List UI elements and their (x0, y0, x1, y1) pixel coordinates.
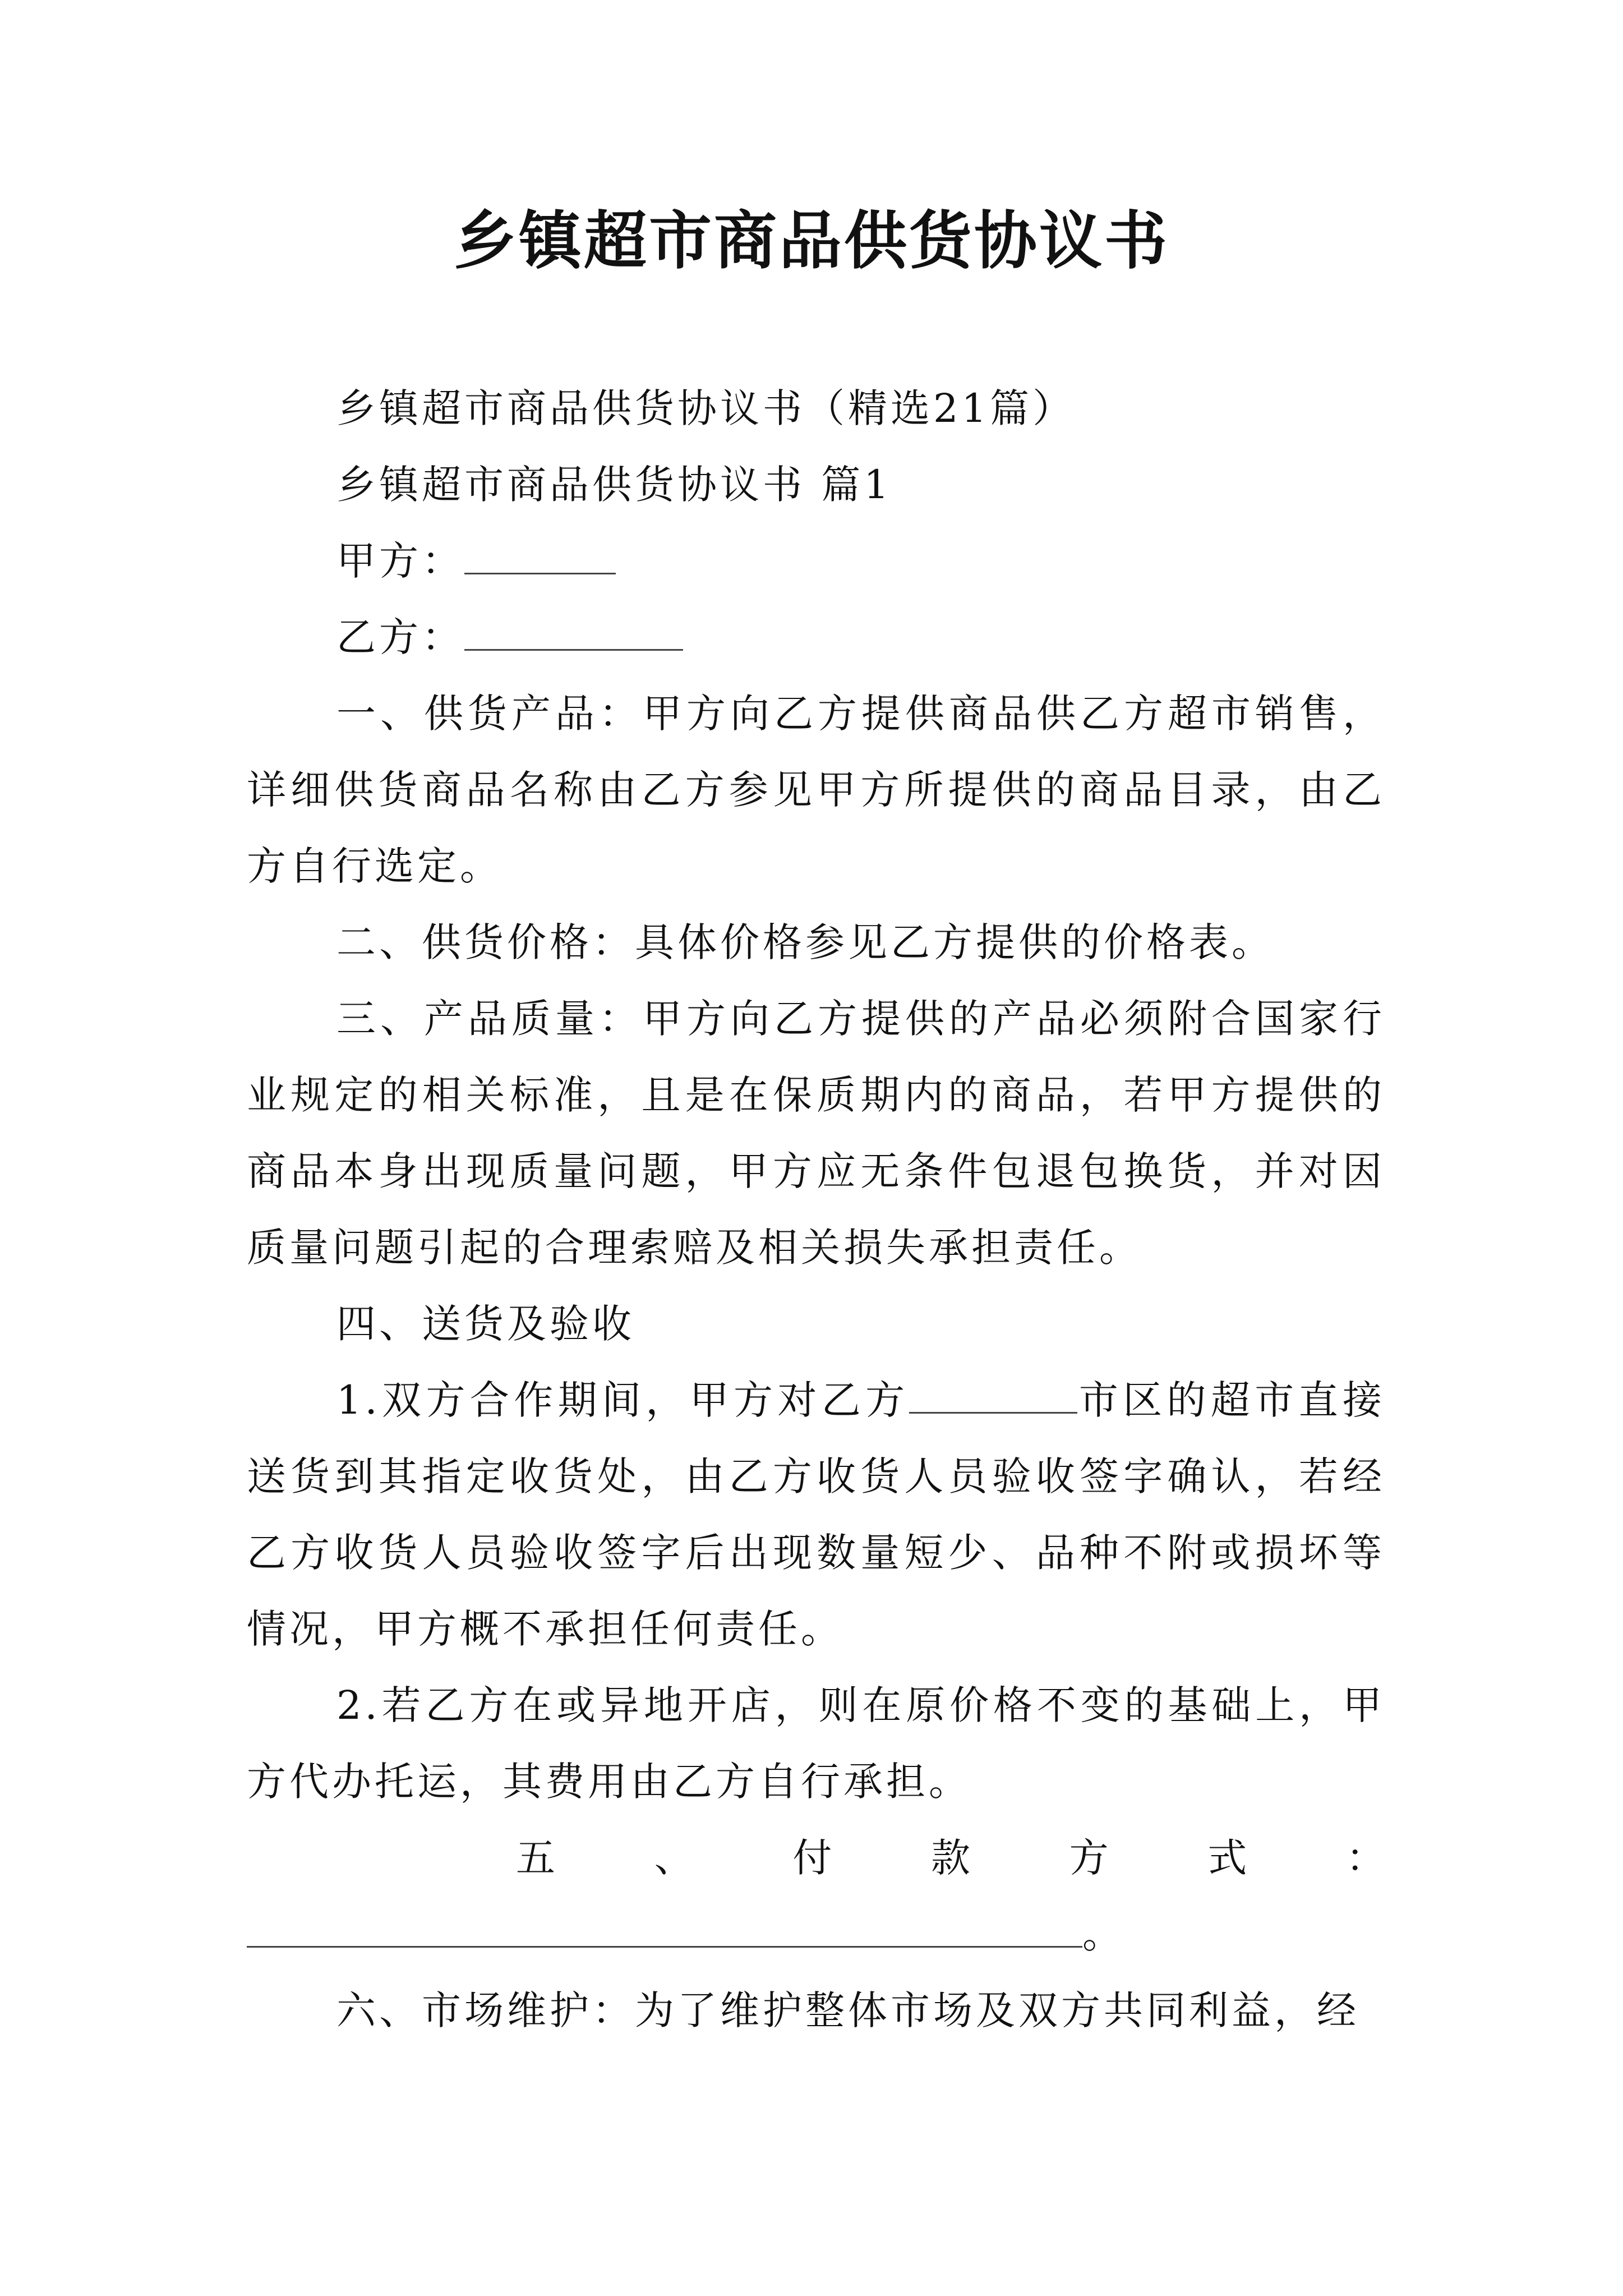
clause-5-blank-line (247, 1896, 1385, 1972)
clause-5-end: 。 (1082, 1911, 1125, 1957)
clause-1: 一、供货产品：甲方向乙方提供商品供乙方超市销售，详细供货商品名称由乙方参见甲方所提供的商品目录，由乙方自行选定。 (247, 691, 1385, 889)
clause-4-1 (247, 1362, 1385, 1667)
clause-3: 三、产品质量：甲方向乙方提供的产品必须附合国家行业规定的相关标准，且是在保质期内的商品，若甲方提供的商品本身出现质量问题，甲方应无条件包退包换货，并对因质量问题引起的合理索赔及相关损失承担责任。 (247, 996, 1385, 1271)
chapter-heading: 乡镇超市商品供货协议书 篇1 (336, 462, 892, 508)
clause-4-heading: 四、送货及验收 (336, 1301, 635, 1347)
party-a-blank (464, 533, 616, 574)
party-b-label: 乙方： (336, 614, 464, 660)
city-blank (909, 1373, 1077, 1414)
clause-2: 二、供货价格：具体价格参见乙方提供的价格表。 (336, 919, 1274, 965)
clause-4-1-start: 1.双方合作期间，甲方对乙方 (336, 1377, 910, 1423)
party-b-blank (464, 610, 683, 651)
document-title: 乡镇超市商品供货协议书 (454, 204, 1169, 278)
subtitle-paragraph: 乡镇超市商品供货协议书（精选21篇） (336, 385, 1076, 431)
document-body (247, 370, 1385, 2049)
payment-method-blank (247, 1907, 1082, 1948)
clause-4-1-rest: 市区的超市直接送货到其指定收货处，由乙方收货人员验收签字确认，若经乙方收货人员验收签字后出现数量短少、品种不附或损坏等情况，甲方概不承担任何责任。 (247, 1377, 1385, 1652)
party-a-line (247, 523, 1385, 599)
clause-6: 六、市场维护：为了维护整体市场及双方共同利益，经 (336, 1987, 1359, 2033)
party-b-line (247, 599, 1385, 675)
clause-4-2: 2.若乙方在或异地开店，则在原价格不变的基础上，甲方代办托运，其费用由乙方自行承担。 (247, 1682, 1385, 1805)
party-a-label: 甲方： (336, 538, 464, 584)
clause-5: 五、付款方式： (516, 1835, 1385, 1881)
